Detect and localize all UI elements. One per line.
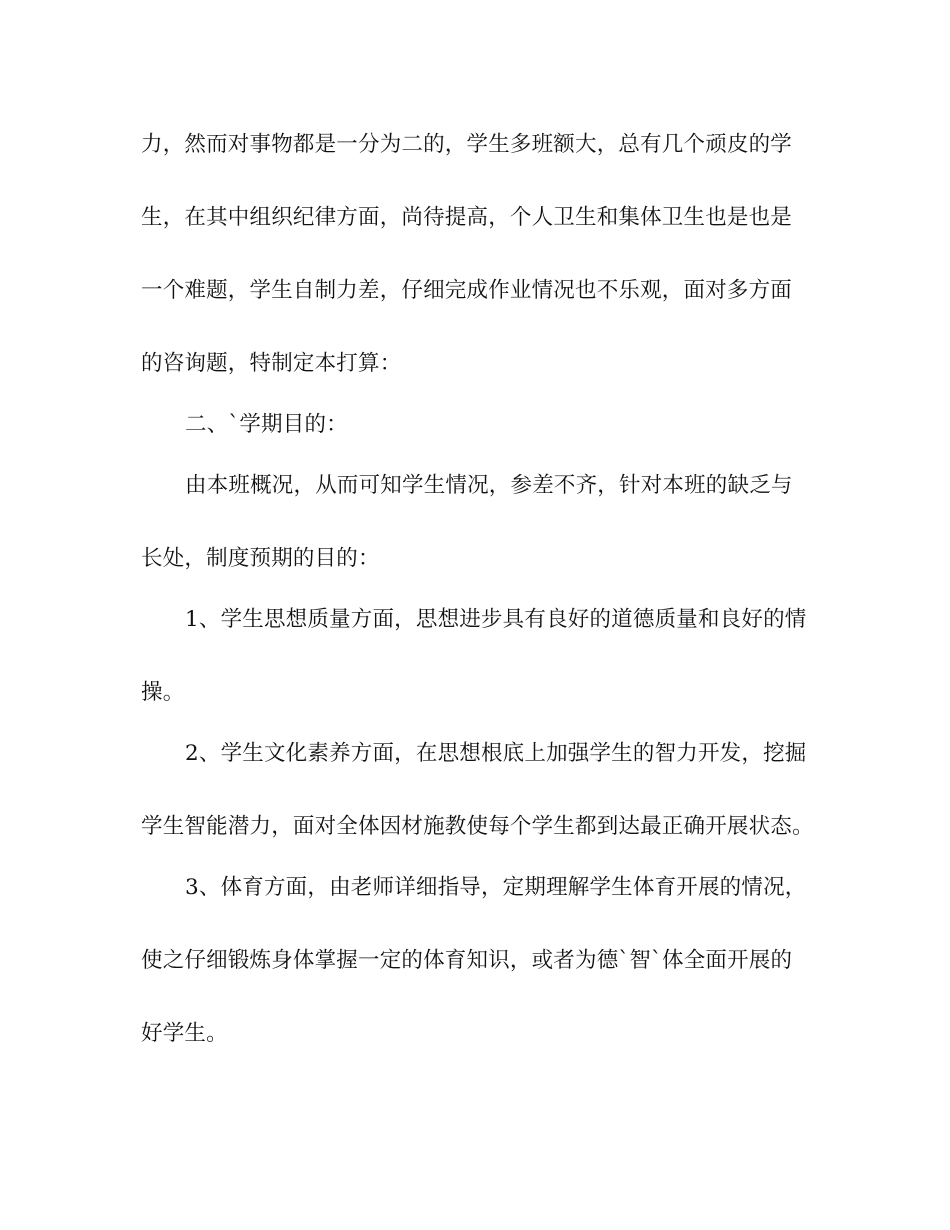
list-item-3: 3、体育方面，由老师详细指导，定期理解学生体育开展的情况， [185, 875, 807, 900]
paragraph-line: 生，在其中组织纪律方面，尚待提高，个人卫生和集体卫生也是也是 [141, 205, 793, 230]
paragraph-line: 力，然而对事物都是一分为二的，学生多班额大，总有几个顽皮的学 [141, 132, 793, 157]
list-item-1-continued: 操。 [141, 680, 185, 705]
list-item-3-end: 好学生。 [141, 1021, 228, 1046]
list-item-2-continued: 学生智能潜力，面对全体因材施教使每个学生都到达最正确开展状态。 [141, 814, 814, 839]
section-heading: 二、`学期目的： [185, 412, 348, 437]
list-item-1: 1、学生思想质量方面，思想进步具有良好的道德质量和良好的情 [185, 607, 807, 632]
paragraph-line: 一个难题，学生自制力差，仔细完成作业情况也不乐观，面对多方面 [141, 278, 793, 303]
paragraph-line: 由本班概况，从而可知学生情况，参差不齐，针对本班的缺乏与 [185, 473, 793, 498]
list-item-2: 2、学生文化素养方面，在思想根底上加强学生的智力开发，挖掘 [185, 741, 807, 766]
paragraph-line: 长处，制度预期的目的： [141, 546, 380, 571]
paragraph-line: 的咨询题，特制定本打算： [141, 351, 402, 376]
list-item-3-continued: 使之仔细锻炼身体掌握一定的体育知识，或者为德`智`体全面开展的 [141, 948, 793, 973]
